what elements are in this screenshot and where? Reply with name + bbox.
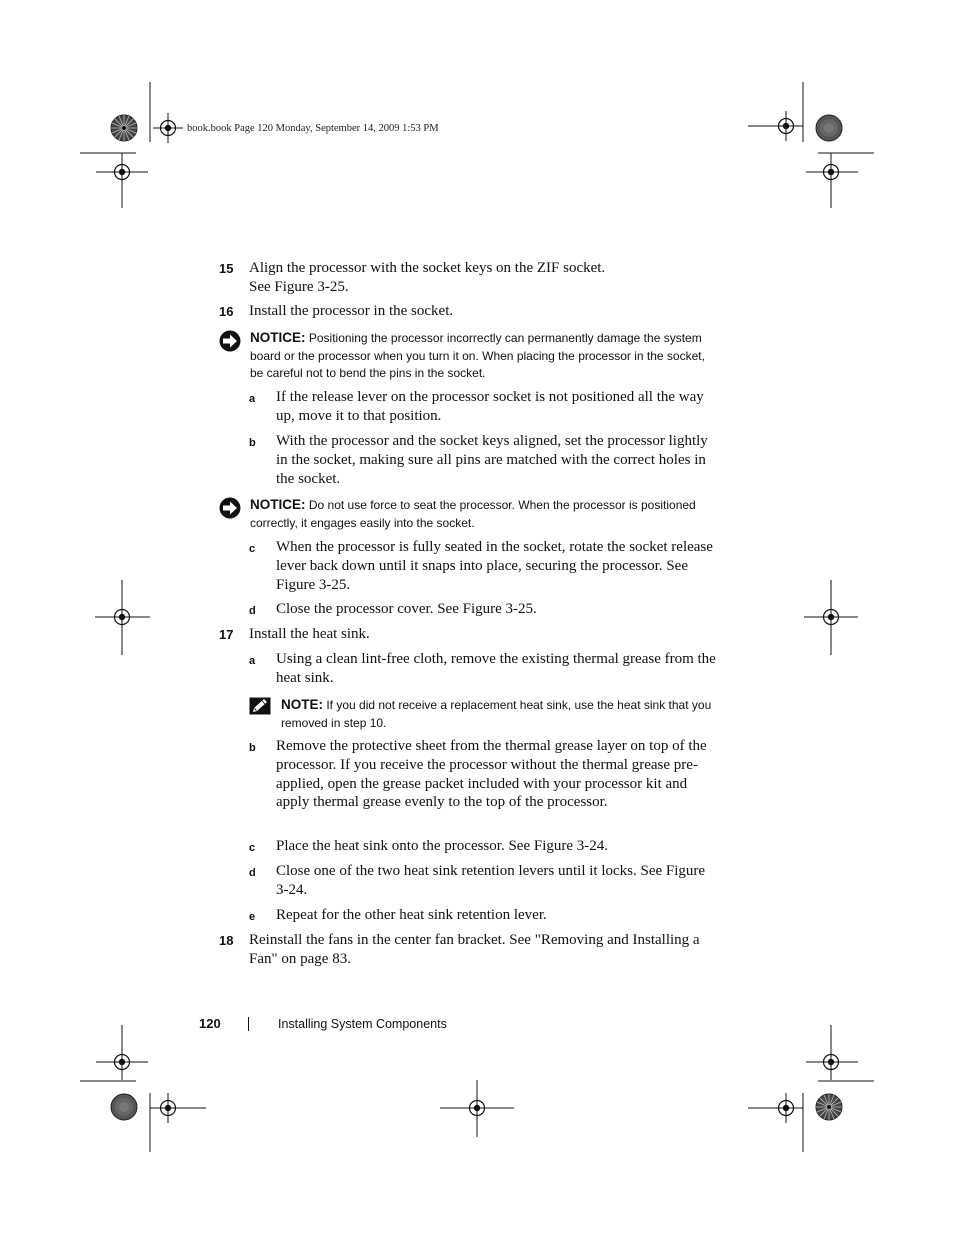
- substep-text: If the release lever on the processor socket is not positioned all the way up, move it to that position.: [276, 389, 704, 424]
- substep-letter: b: [249, 437, 256, 449]
- substep-letter: e: [249, 911, 256, 923]
- crosshair-icon: [107, 602, 137, 632]
- registration-wheel-icon: [816, 1094, 842, 1120]
- substep-letter: a: [249, 655, 256, 667]
- substep-17d: [249, 862, 719, 900]
- notice-callout: [219, 496, 719, 532]
- substep-17c: [249, 837, 719, 856]
- substep-text: Close one of the two heat sink retention levers until it locks. See Figure 3-24.: [276, 863, 706, 898]
- step-text: Reinstall the fans in the center fan bracket. See "Removing and Installing a Fan" on page 83.: [249, 932, 700, 967]
- substep-16c: [249, 538, 719, 594]
- page-number: 120: [199, 1016, 221, 1031]
- step-15: [219, 259, 719, 297]
- substep-letter: d: [249, 605, 256, 617]
- step-text: Align the processor with the socket keys on the ZIF socket.: [249, 260, 606, 276]
- substep-letter: a: [249, 393, 256, 405]
- footer-section-title: Installing System Components: [278, 1017, 447, 1031]
- step-number: 16: [219, 304, 234, 319]
- notice-arrow-icon: [219, 330, 241, 352]
- substep-16d: [249, 600, 719, 619]
- notice-callout: [219, 329, 719, 383]
- substep-17e: [249, 906, 719, 925]
- step-text: Install the heat sink.: [249, 626, 370, 642]
- crosshair-icon: [153, 113, 183, 143]
- note-text: If you did not receive a replacement heat sink, use the heat sink that you removed in step 10.: [281, 698, 712, 730]
- step-17: [219, 625, 719, 644]
- step-text: See Figure 3-25.: [249, 278, 349, 295]
- substep-17a: [249, 650, 719, 688]
- notice-label: NOTICE:: [250, 330, 306, 345]
- step-text: Install the processor in the socket.: [249, 303, 454, 319]
- substep-letter: d: [249, 867, 256, 879]
- step-number: 18: [219, 933, 234, 948]
- footer-divider: [248, 1017, 249, 1031]
- substep-text: Repeat for the other heat sink retention lever.: [276, 907, 547, 923]
- note-callout: [249, 696, 719, 732]
- substep-letter: c: [249, 543, 256, 555]
- note-pencil-icon: [249, 697, 271, 715]
- crosshair-icon: [816, 1047, 846, 1077]
- substep-text: Remove the protective sheet from the thermal grease layer on top of the processor. If you receive the processor without the thermal grease pre-applied, open the grease packet included with your processor kit and apply thermal grease evenly to the top of the processor.: [276, 738, 707, 811]
- notice-arrow-icon: [219, 497, 241, 519]
- step-18: [219, 931, 719, 969]
- note-label: NOTE:: [281, 697, 323, 712]
- substep-text: With the processor and the socket keys aligned, set the processor lightly in the socket, making sure all pins are matched with the correct holes in the socket.: [276, 433, 708, 487]
- step-16: [219, 302, 719, 321]
- registration-wheel-icon: [111, 115, 137, 141]
- notice-label: NOTICE:: [250, 497, 306, 512]
- step-number: 17: [219, 627, 234, 642]
- registration-wheel-icon: [816, 115, 842, 141]
- substep-text: Using a clean lint-free cloth, remove the existing thermal grease from the heat sink.: [276, 651, 716, 686]
- substep-17b: [249, 737, 719, 812]
- substep-text: Place the heat sink onto the processor. See Figure 3-24.: [276, 838, 609, 854]
- notice-text: Do not use force to seat the processor. When the processor is positioned correctly, it engages easily into the socket.: [250, 498, 696, 530]
- substep-16a: [249, 388, 719, 426]
- page-slug: book.book Page 120 Monday, September 14, 2009 1:53 PM: [187, 123, 439, 134]
- step-number: 15: [219, 261, 234, 276]
- crosshair-icon: [816, 602, 846, 632]
- registration-wheel-icon: [111, 1094, 137, 1120]
- substep-letter: c: [249, 842, 256, 854]
- crosshair-icon: [107, 1047, 137, 1077]
- notice-text: Positioning the processor incorrectly can permanently damage the system board or the processor when you turn it on. When placing the processor in the socket, be careful not to bend the pins in the socket.: [250, 331, 705, 380]
- substep-text: When the processor is fully seated in the socket, rotate the socket release lever back down until it snaps into place, securing the processor. See Figure 3-25.: [276, 539, 713, 593]
- substep-text: Close the processor cover. See Figure 3-25.: [276, 601, 537, 617]
- substep-letter: b: [249, 742, 256, 754]
- substep-16b: [249, 432, 719, 488]
